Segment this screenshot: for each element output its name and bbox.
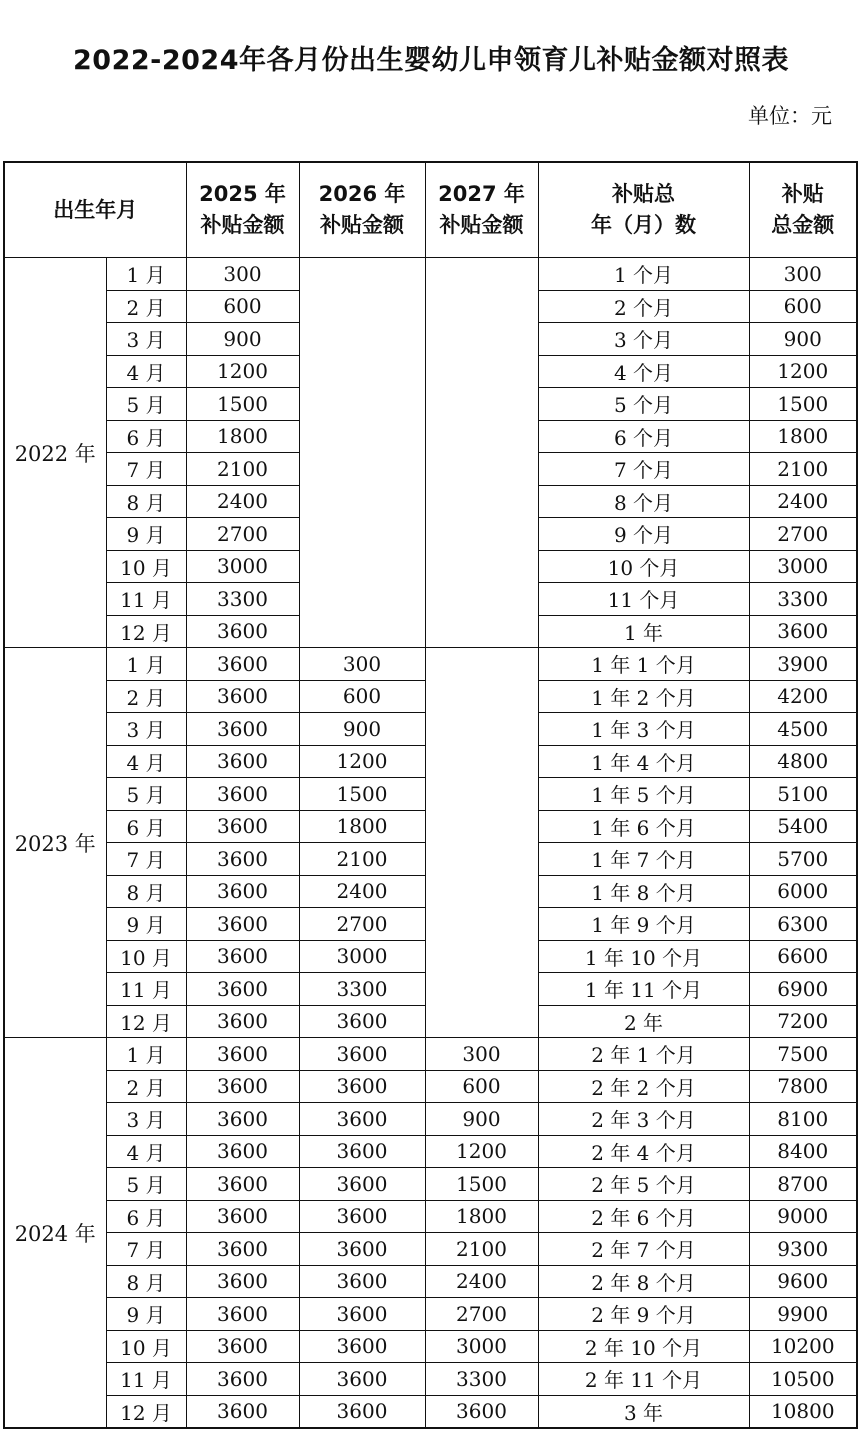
- month-cell: 8 月: [106, 875, 186, 908]
- amount-2025-cell: 3600: [186, 1395, 299, 1428]
- amount-2025-cell: 3600: [186, 615, 299, 648]
- amount-2025-cell: 3600: [186, 1330, 299, 1363]
- amount-2025-cell: 3600: [186, 778, 299, 811]
- period-cell: 11 个月: [538, 583, 749, 616]
- amount-2025-cell: 3600: [186, 1168, 299, 1201]
- amount-2026-cell: 2700: [299, 908, 425, 941]
- period-cell: 3 个月: [538, 323, 749, 356]
- total-cell: 2400: [749, 485, 857, 518]
- amount-2025-cell: 300: [186, 258, 299, 291]
- amount-2025-cell: 3600: [186, 1363, 299, 1396]
- period-cell: 1 年 7 个月: [538, 843, 749, 876]
- amount-2026-cell: 3600: [299, 1395, 425, 1428]
- table-body: [4, 258, 857, 1429]
- period-cell: 5 个月: [538, 388, 749, 421]
- month-cell: 8 月: [106, 485, 186, 518]
- period-cell: 1 年 2 个月: [538, 680, 749, 713]
- amount-2027-cell: 2400: [425, 1265, 538, 1298]
- amount-2025-cell: 1200: [186, 355, 299, 388]
- table-row: [4, 1298, 857, 1331]
- amount-2025-cell: 1800: [186, 420, 299, 453]
- amount-2026-cell: 1200: [299, 745, 425, 778]
- month-cell: 5 月: [106, 1168, 186, 1201]
- month-cell: 3 月: [106, 713, 186, 746]
- period-cell: 2 年 4 个月: [538, 1135, 749, 1168]
- total-cell: 6300: [749, 908, 857, 941]
- amount-2026-cell: 900: [299, 713, 425, 746]
- table-row: [4, 1363, 857, 1396]
- period-cell: 1 年 1 个月: [538, 648, 749, 681]
- header-period: 补贴总 年（月）数: [538, 162, 749, 258]
- month-cell: 1 月: [106, 648, 186, 681]
- amount-2027-cell: 600: [425, 1070, 538, 1103]
- total-cell: 9300: [749, 1233, 857, 1266]
- table-row: [4, 1070, 857, 1103]
- period-cell: 2 年 5 个月: [538, 1168, 749, 1201]
- header-2026: 2026 年 补贴金额: [299, 162, 425, 258]
- total-cell: 9000: [749, 1200, 857, 1233]
- total-cell: 5700: [749, 843, 857, 876]
- table-row: [4, 648, 857, 681]
- amount-2025-cell: 3600: [186, 875, 299, 908]
- total-cell: 8700: [749, 1168, 857, 1201]
- amount-2027-cell: 1800: [425, 1200, 538, 1233]
- period-cell: 2 年 3 个月: [538, 1103, 749, 1136]
- amount-2026-cell: 2400: [299, 875, 425, 908]
- amount-2026-cell: 1800: [299, 810, 425, 843]
- subsidy-table: [3, 161, 858, 1429]
- total-cell: 3000: [749, 550, 857, 583]
- amount-2025-cell: 3600: [186, 843, 299, 876]
- amount-2025-cell: 900: [186, 323, 299, 356]
- period-cell: 2 年 1 个月: [538, 1038, 749, 1071]
- amount-2027-cell: 2700: [425, 1298, 538, 1331]
- amount-2026-cell: 3600: [299, 1070, 425, 1103]
- month-cell: 3 月: [106, 1103, 186, 1136]
- amount-2026-cell: 3600: [299, 1135, 425, 1168]
- total-cell: 4500: [749, 713, 857, 746]
- table-row: [4, 258, 857, 291]
- table-row: [4, 1103, 857, 1136]
- amount-2025-cell: 3600: [186, 1298, 299, 1331]
- empty-2027-cell: [425, 258, 538, 648]
- month-cell: 8 月: [106, 1265, 186, 1298]
- period-cell: 2 年 9 个月: [538, 1298, 749, 1331]
- month-cell: 11 月: [106, 583, 186, 616]
- amount-2025-cell: 3600: [186, 1200, 299, 1233]
- amount-2025-cell: 3600: [186, 1135, 299, 1168]
- amount-2025-cell: 3600: [186, 713, 299, 746]
- month-cell: 10 月: [106, 550, 186, 583]
- amount-2026-cell: 3600: [299, 1038, 425, 1071]
- amount-2025-cell: 2100: [186, 453, 299, 486]
- month-cell: 2 月: [106, 680, 186, 713]
- total-cell: 6000: [749, 875, 857, 908]
- total-cell: 300: [749, 258, 857, 291]
- period-cell: 9 个月: [538, 518, 749, 551]
- total-cell: 600: [749, 290, 857, 323]
- period-cell: 2 年 10 个月: [538, 1330, 749, 1363]
- total-cell: 5100: [749, 778, 857, 811]
- total-cell: 7800: [749, 1070, 857, 1103]
- amount-2027-cell: 3600: [425, 1395, 538, 1428]
- amount-2025-cell: 3600: [186, 908, 299, 941]
- month-cell: 6 月: [106, 1200, 186, 1233]
- amount-2025-cell: 3600: [186, 1038, 299, 1071]
- table-row: [4, 1038, 857, 1071]
- amount-2027-cell: 300: [425, 1038, 538, 1071]
- total-cell: 10200: [749, 1330, 857, 1363]
- period-cell: 1 年 9 个月: [538, 908, 749, 941]
- month-cell: 10 月: [106, 940, 186, 973]
- total-cell: 6600: [749, 940, 857, 973]
- month-cell: 4 月: [106, 745, 186, 778]
- total-cell: 900: [749, 323, 857, 356]
- amount-2026-cell: 2100: [299, 843, 425, 876]
- month-cell: 12 月: [106, 615, 186, 648]
- amount-2025-cell: 3600: [186, 1233, 299, 1266]
- period-cell: 8 个月: [538, 485, 749, 518]
- amount-2025-cell: 3300: [186, 583, 299, 616]
- total-cell: 3300: [749, 583, 857, 616]
- amount-2025-cell: 3600: [186, 940, 299, 973]
- amount-2027-cell: 1500: [425, 1168, 538, 1201]
- total-cell: 8400: [749, 1135, 857, 1168]
- period-cell: 3 年: [538, 1395, 749, 1428]
- month-cell: 7 月: [106, 453, 186, 486]
- period-cell: 1 年 3 个月: [538, 713, 749, 746]
- amount-2026-cell: 3600: [299, 1330, 425, 1363]
- amount-2026-cell: 3600: [299, 1005, 425, 1038]
- total-cell: 8100: [749, 1103, 857, 1136]
- period-cell: 2 年 8 个月: [538, 1265, 749, 1298]
- month-cell: 9 月: [106, 518, 186, 551]
- amount-2025-cell: 3600: [186, 1070, 299, 1103]
- amount-2026-cell: 3600: [299, 1298, 425, 1331]
- month-cell: 5 月: [106, 388, 186, 421]
- amount-2025-cell: 3600: [186, 1265, 299, 1298]
- amount-2027-cell: 2100: [425, 1233, 538, 1266]
- period-cell: 1 个月: [538, 258, 749, 291]
- month-cell: 7 月: [106, 1233, 186, 1266]
- amount-2026-cell: 3300: [299, 973, 425, 1006]
- total-cell: 4200: [749, 680, 857, 713]
- total-cell: 6900: [749, 973, 857, 1006]
- total-cell: 2100: [749, 453, 857, 486]
- amount-2025-cell: 3600: [186, 680, 299, 713]
- period-cell: 7 个月: [538, 453, 749, 486]
- amount-2026-cell: 3600: [299, 1168, 425, 1201]
- month-cell: 2 月: [106, 1070, 186, 1103]
- table-row: [4, 1135, 857, 1168]
- month-cell: 6 月: [106, 810, 186, 843]
- header-total: 补贴 总金额: [749, 162, 857, 258]
- period-cell: 1 年 11 个月: [538, 973, 749, 1006]
- month-cell: 5 月: [106, 778, 186, 811]
- unit-label: 单位：元: [748, 104, 832, 128]
- amount-2025-cell: 2700: [186, 518, 299, 551]
- header-2027: 2027 年 补贴金额: [425, 162, 538, 258]
- amount-2026-cell: 3600: [299, 1233, 425, 1266]
- amount-2025-cell: 3600: [186, 1103, 299, 1136]
- month-cell: 12 月: [106, 1005, 186, 1038]
- year-cell: 2024 年: [4, 1038, 106, 1429]
- total-cell: 5400: [749, 810, 857, 843]
- month-cell: 9 月: [106, 908, 186, 941]
- month-cell: 4 月: [106, 355, 186, 388]
- amount-2026-cell: 300: [299, 648, 425, 681]
- period-cell: 2 年 6 个月: [538, 1200, 749, 1233]
- period-cell: 10 个月: [538, 550, 749, 583]
- total-cell: 1800: [749, 420, 857, 453]
- amount-2026-cell: 3000: [299, 940, 425, 973]
- month-cell: 4 月: [106, 1135, 186, 1168]
- empty-2026-cell: [299, 258, 425, 648]
- period-cell: 6 个月: [538, 420, 749, 453]
- total-cell: 2700: [749, 518, 857, 551]
- month-cell: 11 月: [106, 1363, 186, 1396]
- total-cell: 4800: [749, 745, 857, 778]
- total-cell: 7500: [749, 1038, 857, 1071]
- period-cell: 1 年 8 个月: [538, 875, 749, 908]
- total-cell: 10500: [749, 1363, 857, 1396]
- month-cell: 1 月: [106, 258, 186, 291]
- amount-2025-cell: 3600: [186, 648, 299, 681]
- page-title: 2022-2024年各月份出生婴幼儿申领育儿补贴金额对照表: [73, 45, 789, 76]
- period-cell: 1 年 5 个月: [538, 778, 749, 811]
- header-row: [4, 162, 857, 258]
- amount-2026-cell: 3600: [299, 1363, 425, 1396]
- amount-2027-cell: 3000: [425, 1330, 538, 1363]
- total-cell: 9600: [749, 1265, 857, 1298]
- period-cell: 1 年 10 个月: [538, 940, 749, 973]
- year-cell: 2023 年: [4, 648, 106, 1038]
- header-2025: 2025 年 补贴金额: [186, 162, 299, 258]
- total-cell: 10800: [749, 1395, 857, 1428]
- month-cell: 11 月: [106, 973, 186, 1006]
- amount-2025-cell: 3600: [186, 973, 299, 1006]
- amount-2025-cell: 1500: [186, 388, 299, 421]
- total-cell: 1500: [749, 388, 857, 421]
- table-row: [4, 1330, 857, 1363]
- amount-2027-cell: 900: [425, 1103, 538, 1136]
- total-cell: 3600: [749, 615, 857, 648]
- month-cell: 12 月: [106, 1395, 186, 1428]
- amount-2026-cell: 3600: [299, 1200, 425, 1233]
- month-cell: 1 月: [106, 1038, 186, 1071]
- month-cell: 3 月: [106, 323, 186, 356]
- empty-2027-cell: [425, 648, 538, 1038]
- period-cell: 2 年 7 个月: [538, 1233, 749, 1266]
- total-cell: 3900: [749, 648, 857, 681]
- amount-2026-cell: 3600: [299, 1103, 425, 1136]
- month-cell: 9 月: [106, 1298, 186, 1331]
- amount-2025-cell: 3600: [186, 1005, 299, 1038]
- table-row: [4, 1200, 857, 1233]
- period-cell: 1 年 6 个月: [538, 810, 749, 843]
- period-cell: 2 年 2 个月: [538, 1070, 749, 1103]
- month-cell: 2 月: [106, 290, 186, 323]
- amount-2025-cell: 600: [186, 290, 299, 323]
- amount-2025-cell: 3600: [186, 745, 299, 778]
- period-cell: 2 年 11 个月: [538, 1363, 749, 1396]
- amount-2027-cell: 3300: [425, 1363, 538, 1396]
- header-birth: 出生年月: [4, 162, 186, 258]
- total-cell: 1200: [749, 355, 857, 388]
- amount-2026-cell: 3600: [299, 1265, 425, 1298]
- period-cell: 2 年: [538, 1005, 749, 1038]
- amount-2025-cell: 3000: [186, 550, 299, 583]
- table-row: [4, 1265, 857, 1298]
- amount-2027-cell: 1200: [425, 1135, 538, 1168]
- amount-2026-cell: 1500: [299, 778, 425, 811]
- period-cell: 1 年: [538, 615, 749, 648]
- total-cell: 7200: [749, 1005, 857, 1038]
- amount-2026-cell: 600: [299, 680, 425, 713]
- month-cell: 6 月: [106, 420, 186, 453]
- month-cell: 7 月: [106, 843, 186, 876]
- table-row: [4, 1168, 857, 1201]
- period-cell: 2 个月: [538, 290, 749, 323]
- table-row: [4, 1395, 857, 1428]
- amount-2025-cell: 2400: [186, 485, 299, 518]
- month-cell: 10 月: [106, 1330, 186, 1363]
- amount-2025-cell: 3600: [186, 810, 299, 843]
- period-cell: 4 个月: [538, 355, 749, 388]
- period-cell: 1 年 4 个月: [538, 745, 749, 778]
- table-row: [4, 1233, 857, 1266]
- year-cell: 2022 年: [4, 258, 106, 648]
- total-cell: 9900: [749, 1298, 857, 1331]
